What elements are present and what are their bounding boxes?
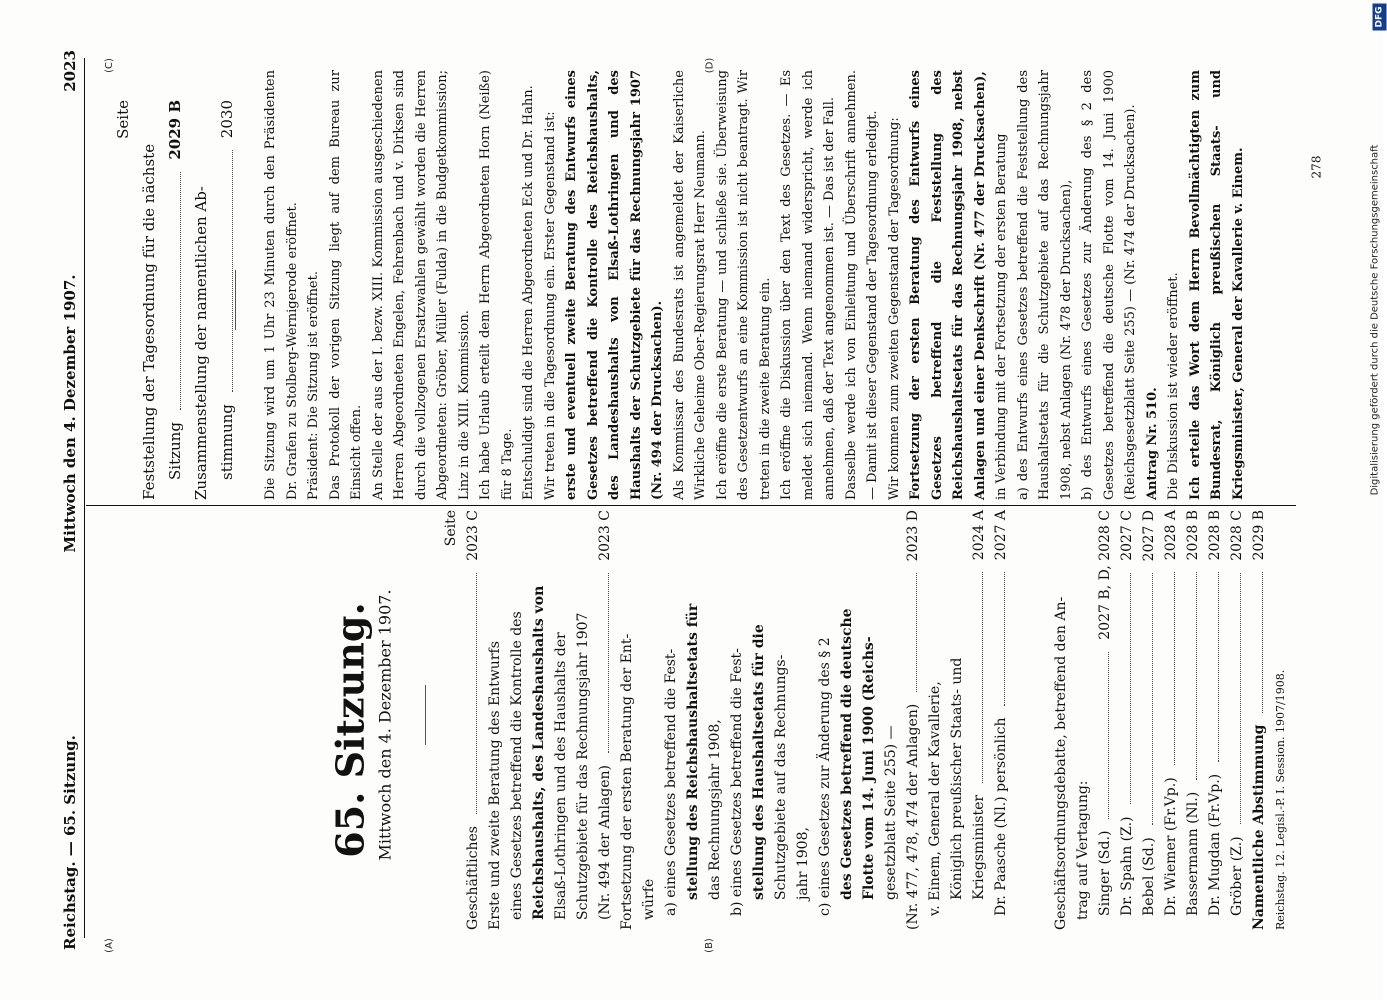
toc-entry: jahr 1908, xyxy=(795,827,811,900)
body-paragraph: Präsident: Die Sitzung ist eröffnet. xyxy=(306,271,321,500)
toc-entry: Elsaß-Lothringen und des Haushalts der xyxy=(553,632,569,920)
toc-entry: v. Einem, General der Kavallerie, xyxy=(927,681,943,916)
toc-entry: (Nr. 477, 478, 474 der Anlagen) xyxy=(905,703,921,930)
session-title: 65. Sitzung. xyxy=(327,602,373,858)
toc-entry: Dr. Spahn (Z.) xyxy=(1119,816,1135,916)
toc-entry: b) eines Gesetzes betreffend die Fest- xyxy=(729,648,745,916)
toc-divider xyxy=(235,270,236,330)
dfg-logo: DFG xyxy=(1373,3,1387,30)
toc-entry: stellung des Haushaltsetats für die xyxy=(751,624,767,900)
toc-entry: Geschäftliches xyxy=(465,826,481,930)
body-paragraph: Wir treten in die Tagesordnung ein. Erster Gegenstand ist: xyxy=(542,111,558,500)
toc-entry: Königlich preußischer Staats- und xyxy=(949,657,965,900)
toc-entry: Kriegsminister xyxy=(971,794,987,900)
toc-entry: Dr. Paasche (Nl.) persönlich xyxy=(993,717,1009,916)
body-paragraph: Ich habe Urlaub erteilt dem Herrn Abgeordneten Horn (Neiße) für 8 Tage. xyxy=(478,70,515,500)
toc-entry: Namentliche Abstimmung xyxy=(1251,724,1267,930)
header-center: Mittwoch den 4. Dezember 1907. xyxy=(61,274,79,553)
toc-page: 2023 D xyxy=(905,510,921,562)
title-divider xyxy=(425,685,426,745)
toc-entry: würfe xyxy=(641,878,657,920)
toc-seite-label: Seite xyxy=(443,510,459,547)
header-page-number: 2023 xyxy=(61,50,79,92)
toc-page: 2028 B xyxy=(1185,510,1201,561)
toc-entry: Dr. Wiemer (Fr.Vp.) xyxy=(1163,777,1179,916)
body-paragraph: Ich erteile das Wort dem Herrn Bevollmächtigten zum Bundesrat, Königlich preußischen Staats- und Kriegsminister, General der Kavallerie v. Einem. xyxy=(1187,70,1246,500)
toc-entry: a) eines Gesetzes betreffend die Fest- xyxy=(663,648,679,916)
toc-page: 2027 C xyxy=(1119,510,1135,561)
toc-page: 2024 A xyxy=(971,510,987,561)
body-paragraph: Das Protokoll der vorigen Sitzung liegt auf dem Bureau zur Einsicht offen. xyxy=(327,70,364,500)
session-body xyxy=(260,70,1300,500)
toc-page: 2028 B xyxy=(1207,510,1223,561)
bottom-page-number: 278 xyxy=(1309,155,1324,179)
body-paragraph: a) des Entwurfs eines Gesetzes betreffend die Feststellung des Haushaltsetats für die Schutzgebiete auf das Rechnungsjahr 1908, nebst Anlagen (Nr. 478 der Drucksachen), xyxy=(1015,70,1074,500)
body-paragraph: Entschuldigt sind die Herren Abgeordneten Eck und Dr. Hahn. xyxy=(521,85,536,500)
toc-entry: Fortsetzung der ersten Beratung der Ent- xyxy=(619,633,635,930)
body-paragraph: Als Kommissar des Bundesrats ist angemeldet der Kaiserliche Wirkliche Geheime Ober-Regierungsrat Herr Neumann. xyxy=(671,70,708,500)
toc-page: 2027 B, D, 2028 C xyxy=(1097,510,1113,640)
toc-entry: Singer (Sd.) xyxy=(1097,830,1113,916)
header-left: Reichstag. — 65. Sitzung. xyxy=(61,735,79,950)
toc-entry: Bebel (Sd.) xyxy=(1141,837,1157,916)
toc-entry: des Gesetzes betreffend die deutsche xyxy=(839,608,855,900)
body-paragraph: Fortsetzung der ersten Beratung des Entwurfs eines Gesetzes betreffend die Feststellung des Reichshaushaltsetats für das Rechnungsjahr 1908, nebst Anlagen und einer Denkschrift (Nr. 477 der Drucksachen), xyxy=(908,70,988,500)
toc-page: 2029 B xyxy=(1251,510,1267,561)
body-paragraph: b) des Entwurfs eines Gesetzes zur Änderung des § 2 des Gesetzes betreffend die deutsche Flotte vom 14. Juni 1900 (Reichsgesetzblatt Seite 255) — (Nr. 474 der Drucksachen). xyxy=(1080,70,1138,500)
toc-entry: Dr. Mugdan (Fr.Vp.) xyxy=(1207,773,1223,916)
toc-left xyxy=(440,510,1120,930)
body-paragraph: in Verbindung mit der Fortsetzung der ersten Beratung xyxy=(994,133,1009,500)
toc-entry: Schutzgebiete für das Rechnungsjahr 1907 xyxy=(575,612,591,920)
body-paragraph: Wir kommen zum zweiten Gegenstand der Tagesordnung: xyxy=(886,117,902,500)
toc-entry: Feststellung der Tagesordnung für die nächste xyxy=(140,143,158,500)
toc-entry: Bassermann (Nl.) xyxy=(1185,791,1201,916)
toc-page: 2030 xyxy=(218,100,236,139)
marker-d: (D) xyxy=(704,57,716,74)
toc-entry: Erste und zweite Beratung des Entwurfs xyxy=(487,641,503,930)
body-paragraph: Die Sitzung wird um 1 Uhr 23 Minuten durch den Präsidenten Dr. Grafen zu Stolberg-Wernigerode eröffnet. xyxy=(263,70,300,500)
toc-entry: (Nr. 494 der Anlagen) xyxy=(597,764,613,920)
toc-left-continued xyxy=(1050,510,1310,930)
marker-a: (A) xyxy=(103,938,115,953)
body-paragraph: Dasselbe werde ich von Einleitung und Überschrift annehmen. — Damit ist dieser Gegenstand der Tagesordnung erledigt. xyxy=(843,70,880,500)
toc-entry: Reichshaushalts, des Landeshaushalts von xyxy=(531,585,547,920)
toc-entry: gesetzblatt Seite 255) — xyxy=(883,725,899,900)
toc-entry: Gröber (Z.) xyxy=(1229,836,1245,916)
marker-c: (C) xyxy=(103,58,115,73)
body-paragraph: Antrag Nr. 510. xyxy=(1144,387,1160,500)
body-paragraph: Die Diskussion ist wieder eröffnet. xyxy=(1166,272,1181,500)
page-footer: Reichstag. 12. Legisl.-P. I. Session. 1907/1908. xyxy=(1274,669,1287,930)
toc-entry: Flotte vom 14. Juni 1900 (Reichs- xyxy=(861,636,877,900)
toc-entry: Schutzgebiete auf das Rechnungs- xyxy=(773,654,789,900)
toc-right xyxy=(110,100,236,500)
toc-entry: eines Gesetzes betreffend die Kontrolle des xyxy=(509,611,525,920)
toc-entry: Zusammenstellung der namentlichen Ab- xyxy=(192,186,210,500)
toc-page: 2028 C xyxy=(1229,510,1245,561)
body-paragraph: Ich eröffne die erste Beratung — und schließe sie. Überweisung des Gesetzentwurfs an eine Kommission ist nicht beantragt. Wir treten in die zweite Beratung ein. xyxy=(714,70,773,500)
body-paragraph: An Stelle der aus der I. bezw. XIII. Kommission ausgeschiedenen Herren Abgeordneten Engelen, Fehrenbach und v. Dirksen sind durch die vollzogenen Ersatzwahlen gewählt worden die Herren Abgeordneten: Gröber, Müller (Fulda) in die Budgetkommission; Linz in die XIII. Kommission. xyxy=(370,70,472,500)
toc-page: 2029 B xyxy=(166,100,184,160)
toc-seite-label: Seite xyxy=(114,100,132,139)
toc-entry: stellung des Reichshaushaltsetats für xyxy=(685,603,701,900)
digitization-note: Digitalisierung gefördert durch die Deutsche Forschungsgemeinschaft xyxy=(1369,144,1381,496)
toc-page: 2027 A xyxy=(993,510,1009,561)
session-date: Mittwoch den 4. Dezember 1907. xyxy=(375,589,395,861)
toc-entry: Sitzung xyxy=(166,422,184,480)
body-paragraph: Ich eröffne die Diskussion über den Text des Gesetzes. — Es meldet sich niemand. Wenn niemand widerspricht, werde ich annehmen, daß der Text angenommen ist. — Das ist der Fall. xyxy=(779,70,837,500)
toc-page: 2023 C xyxy=(465,510,481,561)
body-paragraph: erste und eventuell zweite Beratung des Entwurfs eines Gesetzes betreffend die Kontrolle des Reichshaushalts, des Landeshaushalts von Elsaß-Lothringen und des Haushalts der Schutzgebiete für das Rechnungsjahr 1907 (Nr. 494 der Drucksachen). xyxy=(564,70,665,500)
toc-entry: stimmung xyxy=(218,404,236,480)
header-rule xyxy=(84,58,85,938)
marker-b: (B) xyxy=(703,938,715,953)
column-divider xyxy=(86,505,1296,506)
toc-entry: c) eines Gesetzes zur Änderung des § 2 xyxy=(817,637,833,916)
toc-page: 2028 A xyxy=(1163,510,1179,561)
toc-page: 2023 C xyxy=(597,510,613,561)
toc-entry: das Rechnungsjahr 1908, xyxy=(707,719,723,900)
toc-entry: trag auf Vertagung: xyxy=(1075,780,1091,920)
running-header xyxy=(61,50,79,950)
toc-entry: Geschäftsordnungsdebatte, betreffend den An- xyxy=(1053,596,1069,930)
toc-page: 2027 D xyxy=(1141,510,1157,562)
